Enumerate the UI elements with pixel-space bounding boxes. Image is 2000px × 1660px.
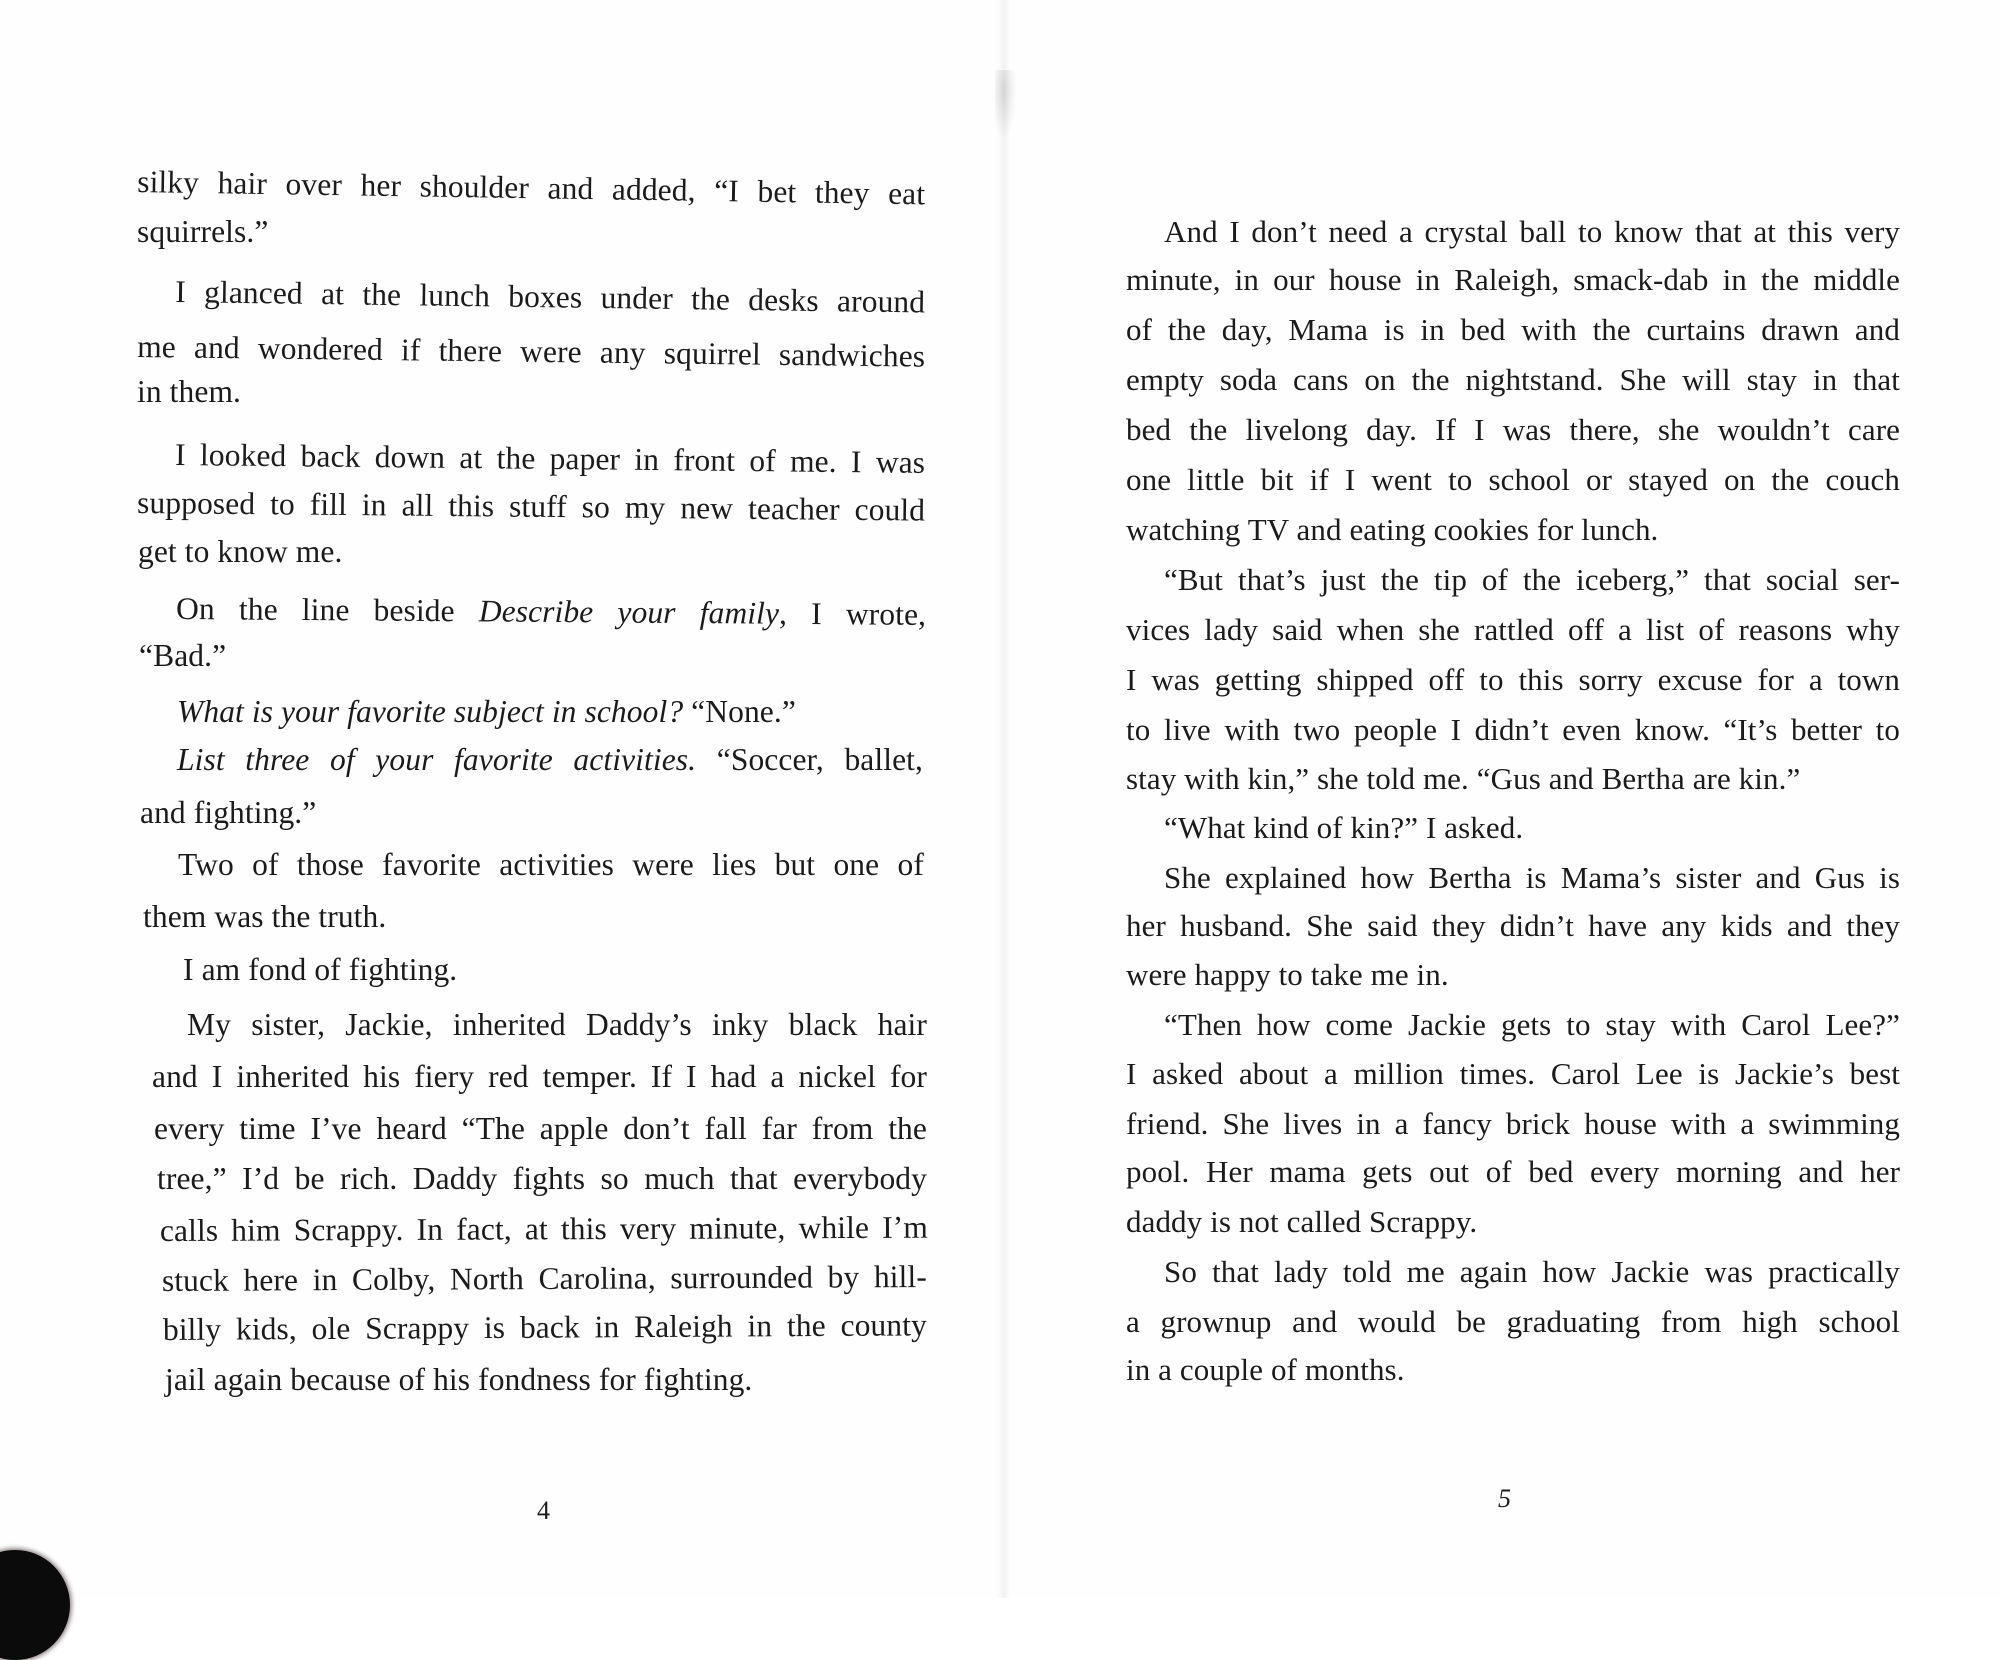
text-line: every time I’ve heard “The apple don’t fall far from the xyxy=(154,1111,927,1146)
text-line: silky hair over her shoulder and added, “I bet they eat xyxy=(136,164,926,212)
italic-prompt: What is your favorite subject in school? xyxy=(177,694,684,729)
text-segment: , I wrote, xyxy=(778,595,927,632)
text-line: “Then how come Jackie gets to stay with Carol Lee?” xyxy=(1164,1007,1900,1042)
text-line: and fighting.” xyxy=(140,795,317,830)
text-line: watching TV and eating cookies for lunch. xyxy=(1126,512,1659,547)
text-line: I am fond of fighting. xyxy=(183,952,458,987)
text-line: calls him Scrappy. In fact, at this very minute, while I’m xyxy=(159,1209,928,1248)
page-number: 4 xyxy=(537,1496,550,1525)
text-segment: “Soccer, ballet, xyxy=(696,742,923,777)
text-line: “What kind of kin?” I asked. xyxy=(1164,810,1524,845)
text-line: bed the livelong day. If I was there, she wouldn’t care xyxy=(1126,412,1900,447)
text-line: in them. xyxy=(137,374,242,409)
text-line: Two of those favorite activities were lies but one of xyxy=(178,847,924,882)
text-line: I was getting shipped off to this sorry excuse for a town xyxy=(1126,662,1900,697)
text-line: She explained how Bertha is Mama’s sister and Gus is xyxy=(1164,860,1900,895)
text-line: vices lady said when she rattled off a list of reasons why xyxy=(1126,612,1900,647)
text-line: jail again because of his fondness for fighting. xyxy=(165,1362,753,1397)
page-number: 5 xyxy=(1498,1484,1511,1513)
text-line: daddy is not called Scrappy. xyxy=(1126,1204,1478,1239)
text-line: of the day, Mama is in bed with the curtains drawn and xyxy=(1126,312,1900,347)
italic-prompt: Describe your family xyxy=(478,593,780,631)
text-line: to live with two people I didn’t even know. “It’s better to xyxy=(1126,712,1900,747)
text-line: billy kids, ole Scrappy is back in Raleigh in the county xyxy=(162,1307,927,1347)
text-line: minute, in our house in Raleigh, smack-dab in the middle xyxy=(1126,262,1900,297)
left-page xyxy=(0,0,1000,1598)
text-line: empty soda cans on the nightstand. She will stay in that xyxy=(1126,362,1900,397)
text-line: were happy to take me in. xyxy=(1126,957,1449,992)
text-line: My sister, Jackie, inherited Daddy’s inky black hair xyxy=(187,1007,927,1042)
text-line: and I inherited his fiery red temper. If I had a nickel for xyxy=(152,1059,927,1094)
right-page xyxy=(1004,0,2000,1598)
text-line: stay with kin,” she told me. “Gus and Bertha are kin.” xyxy=(1126,761,1801,796)
text-line: them was the truth. xyxy=(143,899,387,934)
text-line xyxy=(176,593,926,630)
text-line: And I don’t need a crystal ball to know that at this very xyxy=(1164,214,1900,249)
text-line: “Bad.” xyxy=(139,638,227,673)
italic-prompt: List three of your favorite activities. xyxy=(177,742,697,777)
text-line: a grownup and would be graduating from high school xyxy=(1126,1304,1900,1339)
text-line: friend. She lives in a fancy brick house with a swimming xyxy=(1126,1106,1900,1141)
text-line: in a couple of months. xyxy=(1126,1352,1405,1387)
text-line: squirrels.” xyxy=(137,214,269,249)
text-line xyxy=(177,696,796,728)
text-line xyxy=(177,744,923,776)
text-line: pool. Her mama gets out of bed every morning and her xyxy=(1126,1154,1900,1189)
text-line: I looked back down at the paper in front of me. I was xyxy=(174,437,926,480)
text-line: me and wondered if there were any squirrel sandwiches xyxy=(136,329,926,374)
text-line: stuck here in Colby, North Carolina, surrounded by hill- xyxy=(161,1258,927,1298)
text-line: So that lady told me again how Jackie was practically xyxy=(1164,1254,1900,1289)
text-line: her husband. She said they didn’t have any kids and they xyxy=(1126,908,1900,943)
text-line: tree,” I’d be rich. Daddy fights so much that everybody xyxy=(157,1161,927,1196)
text-line: I asked about a million times. Carol Lee is Jackie’s best xyxy=(1126,1056,1900,1091)
text-line: I glanced at the lunch boxes under the desks around xyxy=(174,274,926,320)
text-line: one little bit if I went to school or stayed on the couch xyxy=(1126,462,1900,497)
text-line: get to know me. xyxy=(138,534,343,569)
text-segment: On the line beside xyxy=(175,591,479,629)
text-segment: “None.” xyxy=(683,694,796,729)
text-line: supposed to fill in all this stuff so my new teacher could xyxy=(136,485,926,528)
text-line: “But that’s just the tip of the iceberg,” that social ser- xyxy=(1164,562,1900,597)
